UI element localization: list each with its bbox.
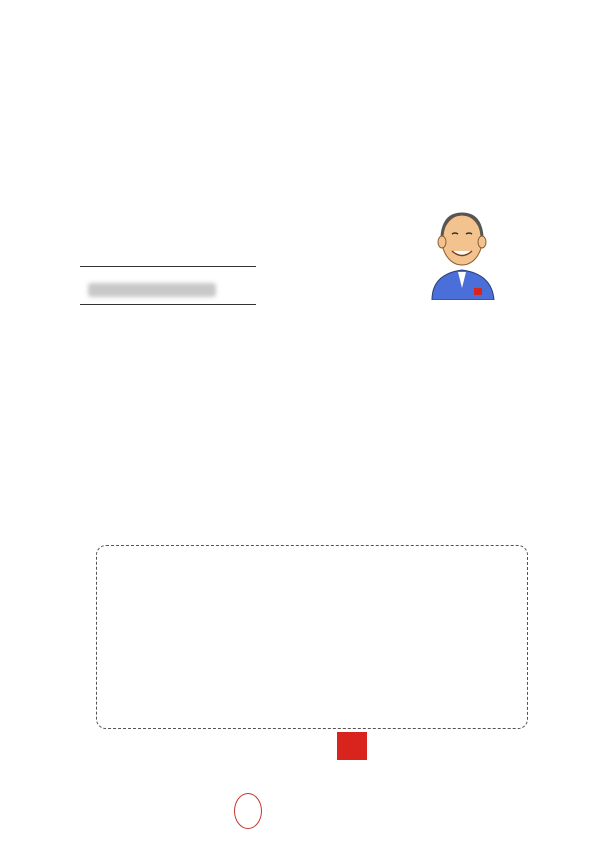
construction-underline (80, 266, 256, 267)
supervisor-portrait (412, 200, 512, 300)
comment-box (96, 545, 528, 729)
seal-stamp (234, 793, 262, 829)
date-field (84, 206, 120, 226)
company-logo (325, 728, 535, 782)
logo-mark (337, 732, 367, 760)
customer-underline (80, 304, 256, 305)
customer-name-blurred (88, 283, 216, 297)
